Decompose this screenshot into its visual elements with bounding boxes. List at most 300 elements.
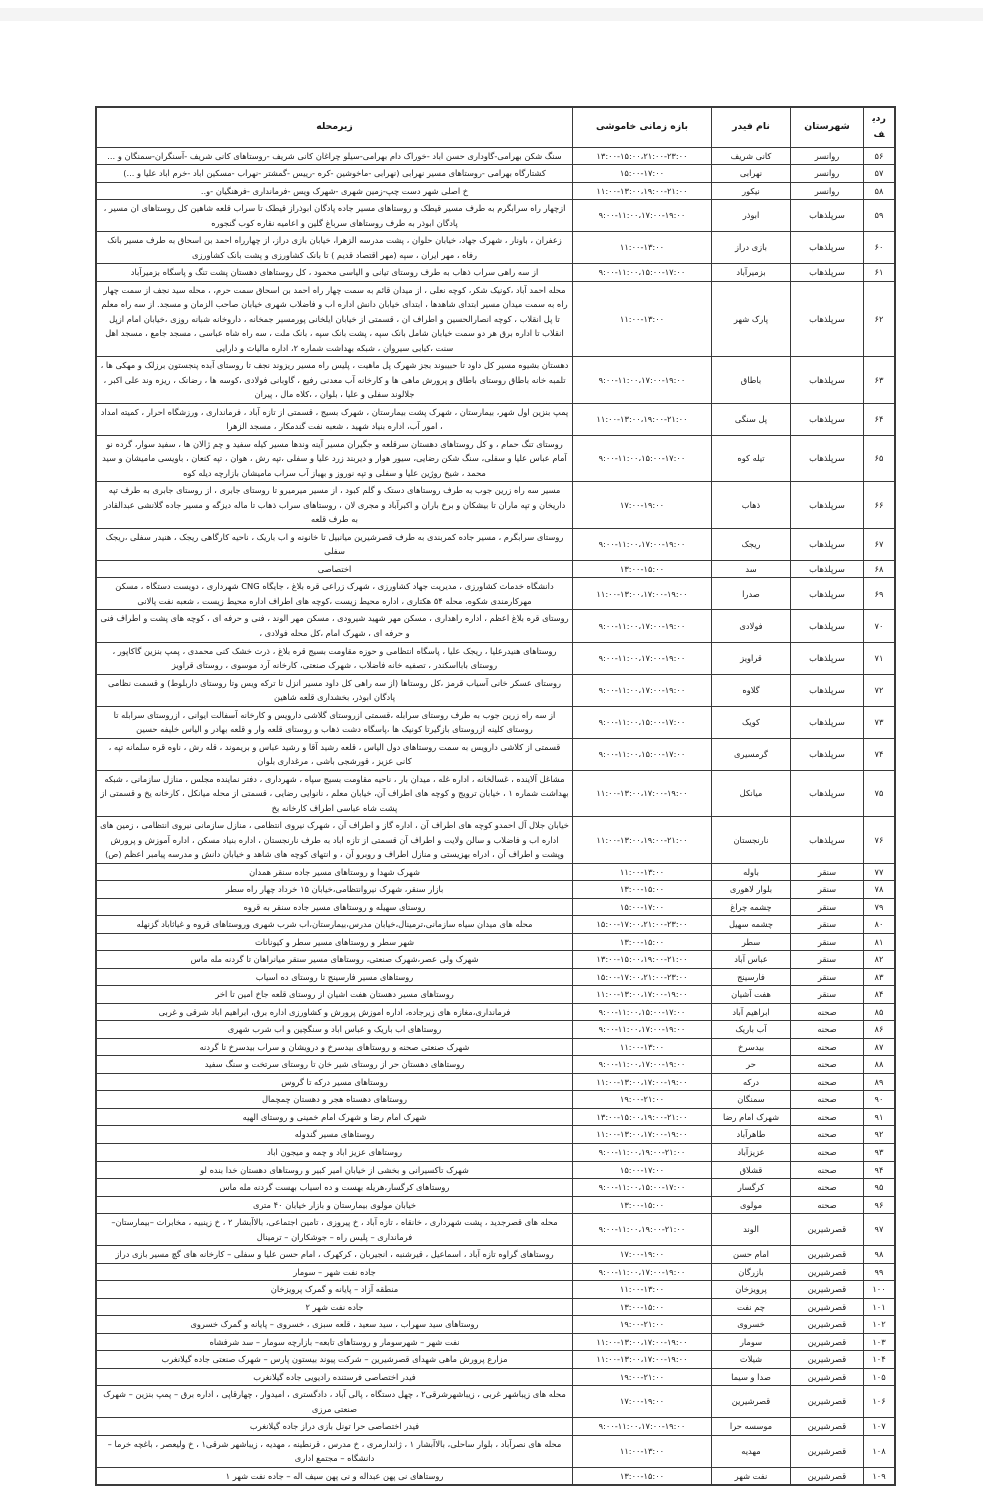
subarea-cell: مسیر سه راه زرین جوب به طرف روستاهای دستک و گلم کبود ، از مسیر میرمیرو تا روستای جابری ، از روستای جابری به طرف تپه داریخان و تپه ماران تا بیشکان و برخ باران و اکبرآباد و مجری لان ، روستاهای سراب ذهاب تا ماله دیزگه و مسیر جاده گلانشی عبدالقادر به طرف قلعه	[96, 482, 573, 529]
county-cell: سنقر	[791, 986, 864, 1004]
time-range-cell: ۱۱:۰۰-۱۳:۰۰،۱۷:۰۰-۱۹:۰۰	[573, 986, 712, 1004]
subarea-cell: روستاهای هنیدرعلیا ، ریجک علیا ، پاسگاه انتظامی و حوزه مقاومت بسیج قره بلاغ ، ذرت خشک کنی محمدی ، پمپ بنزین گاکاپور ، روستای بابااسکندر ، تصفیه خانه فاضلاب ، شهرک صنعتی، کارخانه آرد موسوی ، روستای قراویز	[96, 642, 573, 674]
table-row	[96, 863, 895, 881]
row-number-cell: ۷۱	[864, 642, 896, 674]
table-row	[96, 1298, 895, 1316]
subarea-cell: خ اصلی شهر دست چپ-زمین شهری -شهرک ویس -فرمانداری -فرهنگیان -و..	[96, 182, 573, 200]
subarea-cell: محله های نصرآباد ، بلوار ساحلی، بالاآبشار ۱ ، ژاندارمری ، خ مدرس ، قرنطینه ، مهدیه ، زیباشهر شرقی۱ ، خ ولیعصر ، باغچه خرما – دانشگاه – مجتمع اداری	[96, 1435, 573, 1467]
subarea-cell: روستاهای کرگسار،هریله بهست و ده اسیاب بهست گردنه مله ماس	[96, 1179, 573, 1197]
subarea-cell: روستای سهیله و روستاهای مسیر جاده سنقر به قروه	[96, 898, 573, 916]
subarea-cell: قسمتی از کلاشی دارویس به سمت روستاهای دول الیاس ، قلعه رشید آقا و رشید عباس و بریموند ، قله رش ، ناوه قره سلمانه تپه ، کانی عزیز ، قورشجی باشی ، مرغداری بلوان	[96, 738, 573, 770]
county-cell: قصرشیرین	[791, 1316, 864, 1334]
feeder-cell: کرگسار	[712, 1179, 791, 1197]
row-number-cell: ۱۰۳	[864, 1333, 896, 1351]
subarea-cell: اختصاصی	[96, 560, 573, 578]
row-number-cell: ۱۰۶	[864, 1386, 896, 1418]
row-number-cell: ۱۰۹	[864, 1467, 896, 1485]
time-range-cell: ۱۷:۰۰-۱۹:۰۰	[573, 1386, 712, 1418]
row-number-cell: ۵۸	[864, 182, 896, 200]
time-range-cell: ۱۱:۰۰-۱۳:۰۰،۱۹:۰۰-۲۱:۰۰	[573, 182, 712, 200]
subarea-cell: از سه راهی سراب ذهاب به طرف روستای تیانی و الیاسی محمود ، کل روستاهای دهستان پشت تنگ و پاسگاه بزمیرآباد	[96, 264, 573, 282]
time-range-cell: ۹:۰۰-۱۱:۰۰،۱۷:۰۰-۱۹:۰۰	[573, 1021, 712, 1039]
county-cell: سرپلذهاب	[791, 610, 864, 642]
feeder-cell: فولادی	[712, 610, 791, 642]
subarea-cell: روستاهای عزیز اباد و چمه و میجون اباد	[96, 1143, 573, 1161]
feeder-cell: ریجک	[712, 528, 791, 560]
row-number-cell: ۶۱	[864, 264, 896, 282]
table-row	[96, 1003, 895, 1021]
time-range-cell: ۹:۰۰-۱۱:۰۰،۱۹:۰۰-۲۱:۰۰	[573, 1143, 712, 1161]
table-row	[96, 1467, 895, 1485]
table-row	[96, 182, 895, 200]
subarea-cell: پمپ بنزین اول شهر، بیمارستان ، شهرک پشت بیمارستان ، شهرک بسیج ، قسمتی از تازه آباد ، فرمانداری ، ورزشگاه احرار ، کمیته امداد ، امور آب، اداره بنیاد شهید ، شعبه نفت گندمکار ، مسجد الزهرا	[96, 403, 573, 435]
subarea-cell: مشاغل آلاینده ، غسالخانه ، اداره غله ، میدان بار ، ناحیه مقاومت بسیج سپاه ، شهرداری ، دفتر نماینده مجلس ، منازل سازمانی ، شبکه بهداشت شماره ۱ ، خیابان ترویج و کوچه های اطراف آن، خیابان معلم ، نانوایی رضایی ، قسمتی از محله میانکل ، کارخانه یخ و قسمتی از پشت شاه عباسی اطراف کارخانه یخ	[96, 770, 573, 817]
feeder-cell: چشمه چراغ	[712, 898, 791, 916]
table-row	[96, 738, 895, 770]
time-range-cell: ۹:۰۰-۱۱:۰۰،۱۵:۰۰-۱۷:۰۰	[573, 435, 712, 482]
feeder-cell: عباس آباد	[712, 951, 791, 969]
time-range-cell: ۱۱:۰۰-۱۳:۰۰،۱۷:۰۰-۱۹:۰۰	[573, 1333, 712, 1351]
feeder-cell: سمنگان	[712, 1091, 791, 1109]
table-row	[96, 1143, 895, 1161]
row-number-cell: ۶۸	[864, 560, 896, 578]
table-row	[96, 1281, 895, 1299]
subarea-cell: خیابان جلال آل احمدو کوچه های اطراف آن ، اداره گاز و اطراف آن ، شهرک نیروی انتظامی ، منازل سازمانی نیروی انتظامی ، زمین های اداره اب و فاضلاب و سالن ولایت و اطراف آن قسمتی از تازه اباد به طرف نارنجستان ، اداره بنیاد مسکن ، اداره آموزش و پرورش وپشت و اطراف آن ، ادراه بهزیستی و منازل اطراف و روبرو آن ، و انتهای کوچه های شاهد و خیابان دانش و مدرسه پیامبر اعظم (ص)	[96, 817, 573, 864]
feeder-cell: صدا و سیما	[712, 1368, 791, 1386]
time-range-cell: ۱۵:۰۰-۱۷:۰۰	[573, 165, 712, 183]
table-row	[96, 1021, 895, 1039]
county-cell: صحنه	[791, 1179, 864, 1197]
row-number-cell: ۵۶	[864, 147, 896, 165]
county-cell: روانسر	[791, 147, 864, 165]
table-row	[96, 1073, 895, 1091]
row-number-cell: ۸۱	[864, 933, 896, 951]
subarea-cell: محله احمد آباد ،کونیک شکر، کوچه نعلی ، از میدان قائم به سمت چهار راه احمد بن اسحاق سمت حرم، ، محله سید نجف از سمت چهار راه به سمت میدان مسیر ابتدای شاهدها ، ابتدای خیابان دانش اداره اب و فاضلاب شهری خیابان صاحب الزمان و مسجد. از سه راه معلم تا پل انقلاب ، کوچه انصارالحسین و اطراف ان ، قسمتی از خیابان ایلخانی پورمسیر جمخانه ، داروخانه شبانه روزی ،خیابان امام ازپل انقلاب تا اداره برق هر دو سمت خیابان شامل بانک سپه ، پشت بانک سپه ، بانک ملت ، سه راه شاه عباسی ، مسجد جامع ، مسجد اهل سنت ،کبابی سیروان ، شبکه بهداشت شماره ۲، اداره مالیات و دارایی	[96, 281, 573, 357]
feeder-cell: چشمه سهیل	[712, 916, 791, 934]
row-number-cell: ۹۷	[864, 1214, 896, 1246]
feeder-cell: هفت آشیان	[712, 986, 791, 1004]
feeder-cell: بازرگان	[712, 1263, 791, 1281]
county-cell: روانسر	[791, 182, 864, 200]
feeder-cell: کانی شریف	[712, 147, 791, 165]
table-row	[96, 881, 895, 899]
table-row	[96, 482, 895, 529]
county-cell: سرپلذهاب	[791, 264, 864, 282]
table-row	[96, 610, 895, 642]
subarea-cell: بازار سنقر، شهرک نیروانتظامی،خیابان ۱۵ خرداد چهار راه سطر	[96, 881, 573, 899]
county-cell: سرپلذهاب	[791, 403, 864, 435]
feeder-cell: گرمسیری	[712, 738, 791, 770]
feeder-cell: بیدسرخ	[712, 1038, 791, 1056]
county-cell: قصرشیرین	[791, 1418, 864, 1436]
county-cell: سرپلذهاب	[791, 706, 864, 738]
table-row	[96, 1108, 895, 1126]
time-range-cell: ۱۱:۰۰-۱۳:۰۰	[573, 863, 712, 881]
county-cell: قصرشیرین	[791, 1263, 864, 1281]
subarea-cell: روستاهای مسیر درکه تا گروس	[96, 1073, 573, 1091]
feeder-cell: فارسینج	[712, 968, 791, 986]
row-number-cell: ۷۹	[864, 898, 896, 916]
feeder-cell: گلاوه	[712, 674, 791, 706]
table-row	[96, 986, 895, 1004]
time-range-cell: ۱۹:۰۰-۲۱:۰۰	[573, 1316, 712, 1334]
table-row	[96, 706, 895, 738]
county-cell: سرپلذهاب	[791, 482, 864, 529]
feeder-cell: نهرابی	[712, 165, 791, 183]
feeder-cell: نفت شهر	[712, 1467, 791, 1485]
feeder-cell: سومار	[712, 1333, 791, 1351]
header-row-number: ردیف	[864, 107, 896, 147]
county-cell: قصرشیرین	[791, 1435, 864, 1467]
table-row	[96, 898, 895, 916]
time-range-cell: ۱۵:۰۰-۱۷:۰۰	[573, 898, 712, 916]
feeder-cell: تیله کوه	[712, 435, 791, 482]
row-number-cell: ۹۵	[864, 1179, 896, 1197]
row-number-cell: ۸۸	[864, 1056, 896, 1074]
county-cell: سنقر	[791, 863, 864, 881]
subarea-cell: روستاهای نی پهن عبداله و نی پهن سیف اله – جاده نفت شهر ۱	[96, 1467, 573, 1485]
subarea-cell: روستای تنگ حمام ، و کل روستاهای دهستان سرقلعه و جگیران مسیر آینه وندها مسیر کیله سفید و چم ژالان ها ، سفید سوار، گرده نو آمام عباس علیا و سفلی، سنگ شکن رضایی، سیور هوار و دیربند زرد علیا و سفلی ،تپه رش ، هوان ، تپه کنعان ، باویسی مامیشان و سید محمد ، شیخ روژین علیا و سفلی و تپه نوروز و بهیاز آب سراب مامیشان بازارچه دیله کوه	[96, 435, 573, 482]
table-row	[96, 578, 895, 610]
table-row	[96, 642, 895, 674]
time-range-cell: ۱۳:۰۰-۱۵:۰۰	[573, 933, 712, 951]
row-number-cell: ۹۳	[864, 1143, 896, 1161]
header-outage-time: بازه زمانی خاموشی	[573, 107, 712, 147]
table-row	[96, 1316, 895, 1334]
row-number-cell: ۶۵	[864, 435, 896, 482]
county-cell: سرپلذهاب	[791, 435, 864, 482]
table-row	[96, 770, 895, 817]
row-number-cell: ۷۷	[864, 863, 896, 881]
row-number-cell: ۶۴	[864, 403, 896, 435]
feeder-cell: خسروی	[712, 1316, 791, 1334]
table-row	[96, 1196, 895, 1214]
row-number-cell: ۱۰۴	[864, 1351, 896, 1369]
table-row	[96, 1263, 895, 1281]
table-row	[96, 528, 895, 560]
time-range-cell: ۹:۰۰-۱۱:۰۰،۱۷:۰۰-۱۹:۰۰	[573, 1418, 712, 1436]
county-cell: صحنه	[791, 1196, 864, 1214]
table-row	[96, 1386, 895, 1418]
row-number-cell: ۹۰	[864, 1091, 896, 1109]
subarea-cell: فرمانداری،مغازه های زیرجاده، اداره اموزش پرورش و کشاورزی اداره برق، ابراهیم اباد شرقی و غربی	[96, 1003, 573, 1021]
time-range-cell: ۹:۰۰-۱۱:۰۰،۱۵:۰۰-۱۷:۰۰	[573, 1003, 712, 1021]
table-row	[96, 1038, 895, 1056]
feeder-cell: قراویز	[712, 642, 791, 674]
row-number-cell: ۸۹	[864, 1073, 896, 1091]
schedule-table-body	[96, 147, 895, 1485]
feeder-cell: عزیزآباد	[712, 1143, 791, 1161]
county-cell: صحنه	[791, 1073, 864, 1091]
time-range-cell: ۱۵:۰۰-۱۷:۰۰،۲۱:۰۰-۲۳:۰۰	[573, 968, 712, 986]
table-row	[96, 1214, 895, 1246]
time-range-cell: ۱۱:۰۰-۱۳:۰۰،۱۷:۰۰-۱۹:۰۰	[573, 1126, 712, 1144]
feeder-cell: بلوار لاهوری	[712, 881, 791, 899]
time-range-cell: ۹:۰۰-۱۱:۰۰،۱۷:۰۰-۱۹:۰۰	[573, 610, 712, 642]
feeder-cell: امام حسن	[712, 1246, 791, 1264]
time-range-cell: ۱۳:۰۰-۱۵:۰۰	[573, 881, 712, 899]
time-range-cell: ۱۱:۰۰-۱۳:۰۰	[573, 1435, 712, 1467]
county-cell: صحنه	[791, 1091, 864, 1109]
row-number-cell: ۷۶	[864, 817, 896, 864]
county-cell: سنقر	[791, 916, 864, 934]
table-row	[96, 916, 895, 934]
feeder-cell: بزمیرآباد	[712, 264, 791, 282]
table-row	[96, 1056, 895, 1074]
time-range-cell: ۹:۰۰-۱۱:۰۰،۱۷:۰۰-۱۹:۰۰	[573, 1263, 712, 1281]
table-row	[96, 817, 895, 864]
feeder-cell: باطاق	[712, 357, 791, 404]
subarea-cell: سنگ شکن بهرامی-گاوداری حسن اباد -خوراک دام بهرامی-سیلو چراغان کانی شریف -روستاهای کانی شریف -آسنگران-سمنگان و ...	[96, 147, 573, 165]
feeder-cell: چم نفت	[712, 1298, 791, 1316]
row-number-cell: ۷۲	[864, 674, 896, 706]
row-number-cell: ۶۳	[864, 357, 896, 404]
county-cell: صحنه	[791, 1108, 864, 1126]
time-range-cell: ۱۳:۰۰-۱۵:۰۰،۱۹:۰۰-۲۱:۰۰	[573, 1108, 712, 1126]
table-row	[96, 264, 895, 282]
subarea-cell: فیدر اختصاصی فرستنده رادیویی جاده گیلانغرب	[96, 1368, 573, 1386]
feeder-cell: شهرک امام رضا	[712, 1108, 791, 1126]
time-range-cell: ۱۳:۰۰-۱۵:۰۰	[573, 1196, 712, 1214]
row-number-cell: ۵۷	[864, 165, 896, 183]
subarea-cell: شهرک امام رضا و شهرک امام خمینی و روستای الهیه	[96, 1108, 573, 1126]
county-cell: صحنه	[791, 1038, 864, 1056]
county-cell: سرپلذهاب	[791, 674, 864, 706]
county-cell: سرپلذهاب	[791, 357, 864, 404]
subarea-cell: روستاهای مسیر دهستان هفت اشیان از روستای قلعه جاخ امین تا اخر	[96, 986, 573, 1004]
table-row	[96, 435, 895, 482]
subarea-cell: روستاهای سید سهراب ، سید سعید ، قلعه سبزی ، خسروی – پایانه و گمرک خسروی	[96, 1316, 573, 1334]
table-row	[96, 281, 895, 357]
time-range-cell: ۱۹:۰۰-۲۱:۰۰	[573, 1368, 712, 1386]
table-row	[96, 403, 895, 435]
county-cell: سرپلذهاب	[791, 281, 864, 357]
table-row	[96, 560, 895, 578]
row-number-cell: ۱۰۸	[864, 1435, 896, 1467]
county-cell: قصرشیرین	[791, 1351, 864, 1369]
feeder-cell: الوند	[712, 1214, 791, 1246]
row-number-cell: ۹۶	[864, 1196, 896, 1214]
county-cell: سنقر	[791, 933, 864, 951]
row-number-cell: ۸۲	[864, 951, 896, 969]
subarea-cell: مزارع پرورش ماهی شهدای قصرشیرین – شرکت پیوند بیستون پارس – شهرک صنعتی جاده گیلانغرب	[96, 1351, 573, 1369]
header-county: شهرستان	[791, 107, 864, 147]
row-number-cell: ۹۲	[864, 1126, 896, 1144]
time-range-cell: ۹:۰۰-۱۱:۰۰،۱۵:۰۰-۱۷:۰۰	[573, 1179, 712, 1197]
subarea-cell: روستاهای دهستان حر از روستای شیر خان تا روستای سرتخت و سنگ سفید	[96, 1056, 573, 1074]
feeder-cell: ذهاب	[712, 482, 791, 529]
time-range-cell: ۹:۰۰-۱۱:۰۰،۱۵:۰۰-۱۷:۰۰	[573, 738, 712, 770]
time-range-cell: ۹:۰۰-۱۱:۰۰،۱۷:۰۰-۱۹:۰۰	[573, 528, 712, 560]
table-row	[96, 951, 895, 969]
table-row	[96, 1246, 895, 1264]
feeder-cell: مولوی	[712, 1196, 791, 1214]
table-header	[96, 107, 895, 147]
feeder-cell: میانکل	[712, 770, 791, 817]
header-subarea: زیرمحله	[96, 107, 573, 147]
row-number-cell: ۸۷	[864, 1038, 896, 1056]
time-range-cell: ۱۵:۰۰-۱۷:۰۰	[573, 1161, 712, 1179]
county-cell: سرپلذهاب	[791, 738, 864, 770]
county-cell: سرپلذهاب	[791, 560, 864, 578]
county-cell: سرپلذهاب	[791, 200, 864, 232]
time-range-cell: ۱۳:۰۰-۱۵:۰۰	[573, 560, 712, 578]
subarea-cell: کشتارگاه بهرامی -روستاهای مسیر نهرابی (نهرابی -ماخوشین -کره -رییس -گمشتر -نهراب -مسکین اباد -خرم اباد علیا و ...)	[96, 165, 573, 183]
feeder-cell: درکه	[712, 1073, 791, 1091]
time-range-cell: ۱۱:۰۰-۱۳:۰۰،۱۷:۰۰-۱۹:۰۰	[573, 770, 712, 817]
subarea-cell: دانشگاه خدمات کشاورزی ، مدیریت جهاد کشاورزی ، شهرک زراعی قره بلاغ ، جایگاه CNG شهرداری ، دویست دستگاه ، مسکن مهرکارمندی شکوه، محله ۵۴ هکتاری ، اداره محیط زیست ،کوچه های اطراف اداره محیط زیست ، شعبه نفت پالانی	[96, 578, 573, 610]
county-cell: سنقر	[791, 968, 864, 986]
subarea-cell: دهستان بشیوه مسیر کل داود تا حبیبوند بجز شهرک پل ماهیت ، پلیس راه مسیر ریزوند نجف تا روستای آبده پنجستون برزلک و مهکی ها ، تلمبه خانه باطاق روستای باطاق و پرورش ماهی ها و کارخانه آب معدنی رفیع ، گاوبانی فولادی ،کوسه ها ، رضانک ، ریزه وند علی اکبر ، جلالوند سفلی و علیا ، بلوان ، ،کلاه مال ، پیران	[96, 357, 573, 404]
row-number-cell: ۱۰۷	[864, 1418, 896, 1436]
subarea-cell: جاده نفت شهر – سومار	[96, 1263, 573, 1281]
county-cell: صحنه	[791, 1021, 864, 1039]
row-number-cell: ۶۰	[864, 232, 896, 264]
row-number-cell: ۸۴	[864, 986, 896, 1004]
time-range-cell: ۱۱:۰۰-۱۳:۰۰،۱۷:۰۰-۱۹:۰۰	[573, 1073, 712, 1091]
subarea-cell: شهرک شهدا و روستاهای مسیر جاده سنقر همدان	[96, 863, 573, 881]
county-cell: صحنه	[791, 1056, 864, 1074]
subarea-cell: روستاهای دهستاه هجر و دهستان چمچمال	[96, 1091, 573, 1109]
time-range-cell: ۱۱:۰۰-۱۳:۰۰	[573, 1038, 712, 1056]
header-row	[96, 107, 895, 147]
time-range-cell: ۱۱:۰۰-۱۳:۰۰	[573, 1281, 712, 1299]
row-number-cell: ۸۶	[864, 1021, 896, 1039]
time-range-cell: ۱۱:۰۰-۱۳:۰۰	[573, 281, 712, 357]
county-cell: قصرشیرین	[791, 1298, 864, 1316]
subarea-cell: محله های قصرجدید ، پشت شهرداری ، خانقاه ، تازه آباد ، خ پیروزی ، تامین اجتماعی، بالاآبشار ۲ ، خ زینبیه ، مخابرات –بیمارستان– فرمانداری – پلیس راه – جوشکاران – ترمینال	[96, 1214, 573, 1246]
subarea-cell: روستاهای مسیر گندوله	[96, 1126, 573, 1144]
table-row	[96, 357, 895, 404]
feeder-cell: پرویزخان	[712, 1281, 791, 1299]
row-number-cell: ۶۹	[864, 578, 896, 610]
feeder-cell: ابوذر	[712, 200, 791, 232]
subarea-cell: شهر سطر و روستاهای مسیر سطر و کیونانات	[96, 933, 573, 951]
time-range-cell: ۹:۰۰-۱۱:۰۰،۱۵:۰۰-۱۷:۰۰	[573, 264, 712, 282]
time-range-cell: ۱۷:۰۰-۱۹:۰۰	[573, 1246, 712, 1264]
subarea-cell: ازچهار راه سرابگرم به طرف مسیر قیطک و روستاهای مسیر جاده پادگان ابوذراز قیطک تا سراب قلعه شاهین کل روستاهای ان مسیر ، پادگان ابوذر به طرف روستاهای سرباغ گلین و اعامیه نقاره کوب گنجوره	[96, 200, 573, 232]
table-row	[96, 200, 895, 232]
subarea-cell: جاده نفت شهر ۲	[96, 1298, 573, 1316]
feeder-cell: ابراهیم آباد	[712, 1003, 791, 1021]
subarea-cell: فیدر اختصاصی حرا تونل بازی دراز جاده گیلانغرب	[96, 1418, 573, 1436]
feeder-cell: قشلاق	[712, 1161, 791, 1179]
time-range-cell: ۱۳:۰۰-۱۵:۰۰	[573, 1467, 712, 1485]
county-cell: صحنه	[791, 1126, 864, 1144]
table-row	[96, 968, 895, 986]
time-range-cell: ۹:۰۰-۱۱:۰۰،۱۷:۰۰-۱۹:۰۰	[573, 200, 712, 232]
feeder-cell: صدرا	[712, 578, 791, 610]
county-cell: سنقر	[791, 951, 864, 969]
county-cell: صحنه	[791, 1003, 864, 1021]
county-cell: قصرشیرین	[791, 1467, 864, 1485]
county-cell: سرپلذهاب	[791, 232, 864, 264]
subarea-cell: روستاهای گراوه تازه آباد ، اسماعیل ، قیرشنبه ، انجیربان ، کرکهرک ، امام حسن علیا و سفلی – کارخانه های گچ مسیر بازی دراز	[96, 1246, 573, 1264]
time-range-cell: ۹:۰۰-۱۱:۰۰،۱۷:۰۰-۱۹:۰۰	[573, 674, 712, 706]
subarea-cell: محله های میدان سیاه سازمانی،ترمینال،خیابان مدرس،بیمارستان،اب شرب شهری وروستاهای قروه و غیاثاباد گزنهله	[96, 916, 573, 934]
subarea-cell: خیابان مولوی بیمارستان و بازار خیابان ۴۰ متری	[96, 1196, 573, 1214]
header-feeder-name: نام فیدر	[712, 107, 791, 147]
table-row	[96, 674, 895, 706]
county-cell: سرپلذهاب	[791, 770, 864, 817]
county-cell: سرپلذهاب	[791, 642, 864, 674]
feeder-cell: پارک شهر	[712, 281, 791, 357]
outage-schedule-table	[95, 106, 896, 1486]
table-row	[96, 933, 895, 951]
table-row	[96, 1179, 895, 1197]
row-number-cell: ۶۲	[864, 281, 896, 357]
row-number-cell: ۸۵	[864, 1003, 896, 1021]
time-range-cell: ۹:۰۰-۱۱:۰۰،۱۷:۰۰-۱۹:۰۰	[573, 642, 712, 674]
subarea-cell: منطقه آزاد – پایانه و گمرک پرویزخان	[96, 1281, 573, 1299]
subarea-cell: روستای عسکر خانی آسیاب قرمز ،کل روستاها (از سه راهی کل داود مسیر انزل تا ترکه ویس وتا روستای داربلوط) و قسمت نظامی پادگان ابوذر، بخشداری قلعه شاهین	[96, 674, 573, 706]
time-range-cell: ۱۹:۰۰-۲۱:۰۰	[573, 1091, 712, 1109]
county-cell: سرپلذهاب	[791, 578, 864, 610]
row-number-cell: ۹۱	[864, 1108, 896, 1126]
subarea-cell: زعفران ، باونار ، شهرک جهاد، خیابان حلوان ، پشت مدرسه الزهرا، خیابان بازی دراز، از چهارراه احمد بن اسحاق به طرف مسیر بانک رفاه ، مهر ایران ، سپه (مهر اقتصاد قدیم ) تا بانک کشاورزی و پشت بانک کشاورزی	[96, 232, 573, 264]
subarea-cell: از سه راه زرین جوب به طرف روستای سرابله ،قسمتی ازروستای گلاشی دارویس و کارخانه آسفالت ایوانی ، ازروستای سرابله تا روستای کلینه ازروستای بازگیرتا کونیک ها ،پاسگاه دشت ذهاب و روستای قلعه وار و قلعه بهادر و الیاس خلیفه حسین	[96, 706, 573, 738]
table-row	[96, 165, 895, 183]
time-range-cell: ۱۱:۰۰-۱۳:۰۰،۱۹:۰۰-۲۱:۰۰	[573, 817, 712, 864]
feeder-cell: طاهرآباد	[712, 1126, 791, 1144]
subarea-cell: شهرک تاکسیرانی و بخشی از خیابان امیر کبیر و روستاهای دهستان خدا بنده لو	[96, 1161, 573, 1179]
table-row	[96, 1368, 895, 1386]
county-cell: صحنه	[791, 1161, 864, 1179]
table-row	[96, 232, 895, 264]
county-cell: قصرشیرین	[791, 1281, 864, 1299]
subarea-cell: شهرک ولی عصر،شهرک صنعتی، روستاهای مسیر سنقر میانراهان تا گردنه مله ماس	[96, 951, 573, 969]
row-number-cell: ۱۰۱	[864, 1298, 896, 1316]
time-range-cell: ۱۱:۰۰-۱۳:۰۰	[573, 232, 712, 264]
feeder-cell: نیکور	[712, 182, 791, 200]
subarea-cell: روستاهای اب باریک و عباس اباد و سنگچین و اب شرب شهری	[96, 1021, 573, 1039]
county-cell: قصرشیرین	[791, 1214, 864, 1246]
county-cell: سنقر	[791, 881, 864, 899]
row-number-cell: ۹۹	[864, 1263, 896, 1281]
table-row	[96, 1435, 895, 1467]
row-number-cell: ۹۸	[864, 1246, 896, 1264]
table-row	[96, 1091, 895, 1109]
time-range-cell: ۱۷:۰۰-۱۹:۰۰	[573, 482, 712, 529]
feeder-cell: پل سنگی	[712, 403, 791, 435]
row-number-cell: ۷۴	[864, 738, 896, 770]
time-range-cell: ۹:۰۰-۱۱:۰۰،۱۷:۰۰-۱۹:۰۰	[573, 357, 712, 404]
row-number-cell: ۱۰۰	[864, 1281, 896, 1299]
row-number-cell: ۷۵	[864, 770, 896, 817]
time-range-cell: ۱۱:۰۰-۱۳:۰۰،۱۷:۰۰-۱۹:۰۰	[573, 578, 712, 610]
time-range-cell: ۱۳:۰۰-۱۵:۰۰،۲۱:۰۰-۲۳:۰۰	[573, 147, 712, 165]
feeder-cell: قصرشیرین	[712, 1386, 791, 1418]
time-range-cell: ۹:۰۰-۱۱:۰۰،۱۷:۰۰-۱۹:۰۰	[573, 1056, 712, 1074]
county-cell: قصرشیرین	[791, 1246, 864, 1264]
time-range-cell: ۱۳:۰۰-۱۵:۰۰،۱۹:۰۰-۲۱:۰۰	[573, 951, 712, 969]
feeder-cell: باوله	[712, 863, 791, 881]
row-number-cell: ۷۳	[864, 706, 896, 738]
table-row	[96, 1333, 895, 1351]
time-range-cell: ۱۵:۰۰-۱۷:۰۰،۲۱:۰۰-۲۳:۰۰	[573, 916, 712, 934]
row-number-cell: ۶۶	[864, 482, 896, 529]
feeder-cell: مهدیه	[712, 1435, 791, 1467]
feeder-cell: بازی دراز	[712, 232, 791, 264]
subarea-cell: روستای قره بلاغ اعظم ، اداره راهداری ، مسکن مهر شهید شیرودی ، مسکن مهر الوند ، فنی و حرفه ای ، کوچه های پشت و اطراف فنی و حرفه ای ، شهرک امام ،کل محله فولادی ،	[96, 610, 573, 642]
row-number-cell: ۱۰۵	[864, 1368, 896, 1386]
feeder-cell: موسسه حرا	[712, 1418, 791, 1436]
document-page	[95, 106, 896, 1486]
county-cell: روانسر	[791, 165, 864, 183]
subarea-cell: روستاهای مسیر فارسینج تا روستای ده اسیاب	[96, 968, 573, 986]
time-range-cell: ۹:۰۰-۱۱:۰۰،۱۵:۰۰-۱۷:۰۰	[573, 706, 712, 738]
row-number-cell: ۸۳	[864, 968, 896, 986]
